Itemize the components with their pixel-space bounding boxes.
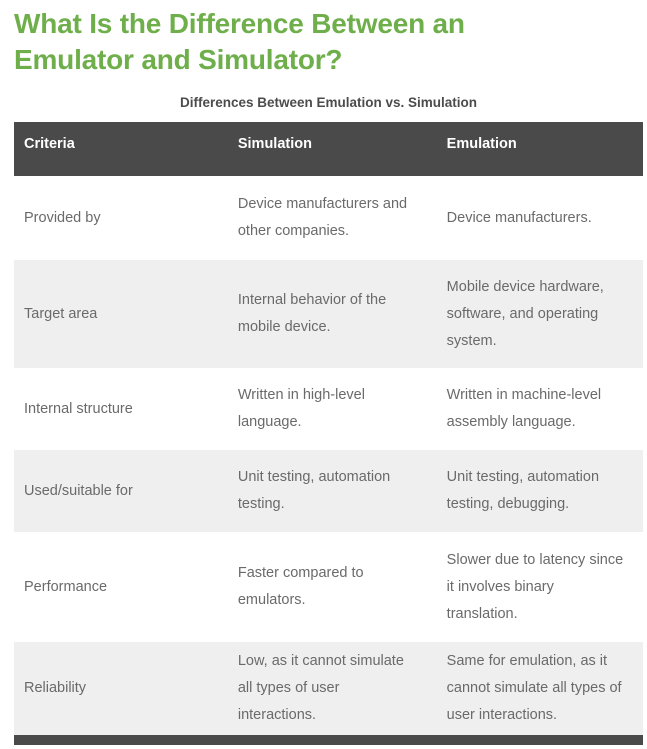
table-row (14, 642, 643, 735)
comparison-table-header (14, 122, 643, 176)
emulation-cell: Unit testing, automation testing, debugging. (437, 450, 643, 532)
comparison-table (14, 122, 643, 735)
table-row (14, 260, 643, 368)
emulation-cell: Device manufacturers. (446, 209, 592, 226)
table-row (14, 450, 643, 532)
simulation-cell: Written in high-level language. (237, 387, 365, 430)
page-title: What Is the Difference Between an Emulator and Simulator? (14, 8, 465, 75)
simulation-cell: Low, as it cannot simulate all types of user interactions. (228, 642, 437, 735)
emulation-cell: Written in machine-level assembly language. (446, 387, 602, 430)
emulation-cell: Slower due to latency since it involves binary translation. (446, 551, 624, 622)
criteria-cell: Used/suitable for (14, 450, 228, 532)
emulation-cell: Same for emulation, as it cannot simulate all types of user interactions. (437, 642, 643, 735)
simulation-cell: Unit testing, automation testing. (228, 450, 437, 532)
simulation-cell: Faster compared to emulators. (237, 565, 364, 608)
emulation-cell: Mobile device hardware, software, and operating system. (437, 260, 643, 368)
header-row (14, 122, 643, 176)
next-table-header-partial (14, 735, 643, 745)
simulation-cell: Device manufacturers and other companies. (237, 196, 408, 239)
table-caption: Differences Between Emulation vs. Simulation (179, 95, 478, 110)
criteria-cell: Internal structure (24, 400, 133, 417)
table-row (14, 368, 643, 450)
criteria-cell: Performance (24, 578, 108, 595)
column-header-emulation: Emulation (437, 122, 643, 176)
simulation-cell: Internal behavior of the mobile device. (228, 260, 437, 368)
criteria-cell: Reliability (14, 642, 228, 735)
table-row (14, 532, 643, 642)
criteria-cell: Provided by (24, 209, 101, 226)
column-header-simulation: Simulation (228, 122, 437, 176)
table-row (14, 176, 643, 260)
criteria-cell: Target area (14, 260, 228, 368)
column-header-criteria: Criteria (14, 122, 228, 176)
